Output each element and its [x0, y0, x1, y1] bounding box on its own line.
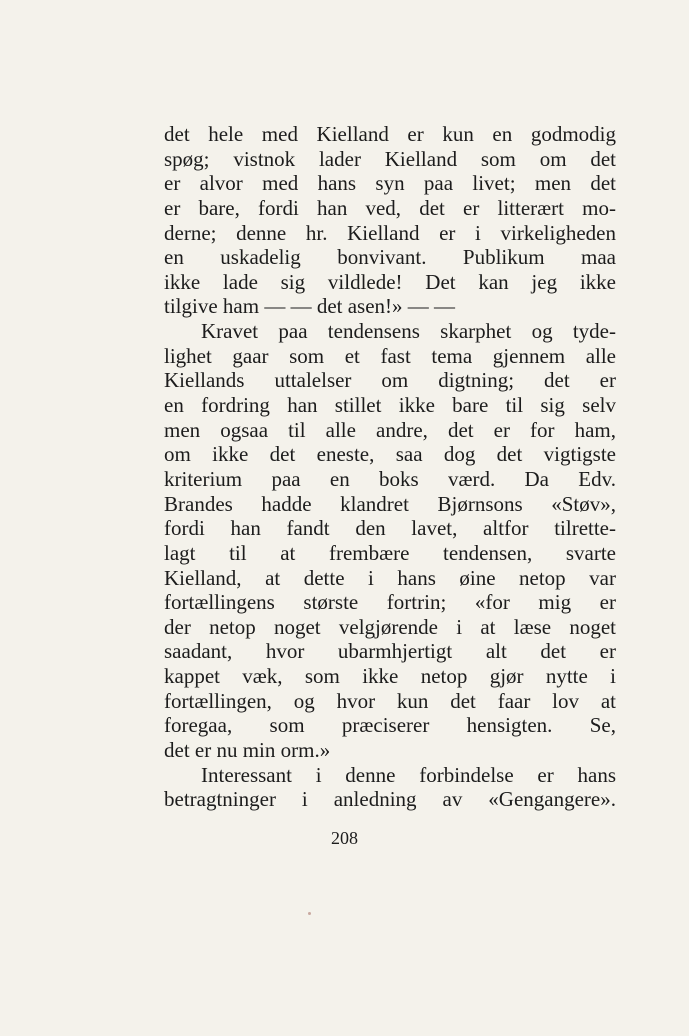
text-line: ikke lade sig vildlede! Det kan jeg ikke — [164, 269, 616, 294]
text-line: tilgive ham — — det asen!» — — — [164, 294, 456, 319]
text-line: Kiellands uttalelser om digtning; det er — [164, 368, 616, 393]
text-line: det hele med Kielland er kun en godmodig — [164, 122, 616, 146]
page-number: 208 — [331, 828, 358, 848]
body-text — [164, 122, 616, 812]
text-line: men ogsaa til alle andre, det er for ham, — [164, 417, 616, 442]
text-line: der netop noget velgjørende i at læse noget — [164, 614, 616, 639]
text-line: en fordring han stillet ikke bare til sig selv — [164, 393, 616, 418]
text-line: Kielland, at dette i hans øine netop var — [164, 565, 616, 590]
text-line: lagt til at frembære tendensen, svarte — [164, 540, 616, 565]
text-line: derne; denne hr. Kielland er i virkeligheden — [164, 220, 616, 245]
text-line: er alvor med hans syn paa livet; men det — [164, 171, 616, 196]
text-line: spøg; vistnok lader Kielland som om det — [164, 146, 616, 171]
text-line: er bare, fordi han ved, det er litterært mo- — [164, 195, 616, 220]
text-line: lighet gaar som et fast tema gjennem alle — [164, 343, 616, 368]
text-line: Interessant i denne forbindelse er hans — [201, 762, 616, 787]
text-line: betragtninger i anledning av «Gengangere». — [164, 787, 616, 812]
text-line: kriterium paa en boks værd. Da Edv. — [164, 466, 616, 491]
text-line: Kravet paa tendensens skarphet og tyde- — [201, 319, 616, 344]
text-line: fortællingens største fortrin; «for mig er — [164, 590, 616, 615]
text-line: en uskadelig bonvivant. Publikum maa — [164, 245, 616, 270]
text-line: kappet væk, som ikke netop gjør nytte i — [164, 664, 616, 689]
text-line: foregaa, som præciserer hensigten. Se, — [164, 713, 616, 738]
text-line: fortællingen, og hvor kun det faar lov at — [164, 688, 616, 713]
text-line: Brandes hadde klandret Bjørnsons «Støv», — [164, 491, 616, 516]
text-line: det er nu min orm.» — [164, 738, 331, 763]
text-line: fordi han fandt den lavet, altfor tilrette- — [164, 516, 616, 541]
text-line: saadant, hvor ubarmhjertigt alt det er — [164, 639, 616, 664]
text-line: om ikke det eneste, saa dog det vigtigste — [164, 442, 616, 467]
paper-speck — [308, 912, 311, 915]
